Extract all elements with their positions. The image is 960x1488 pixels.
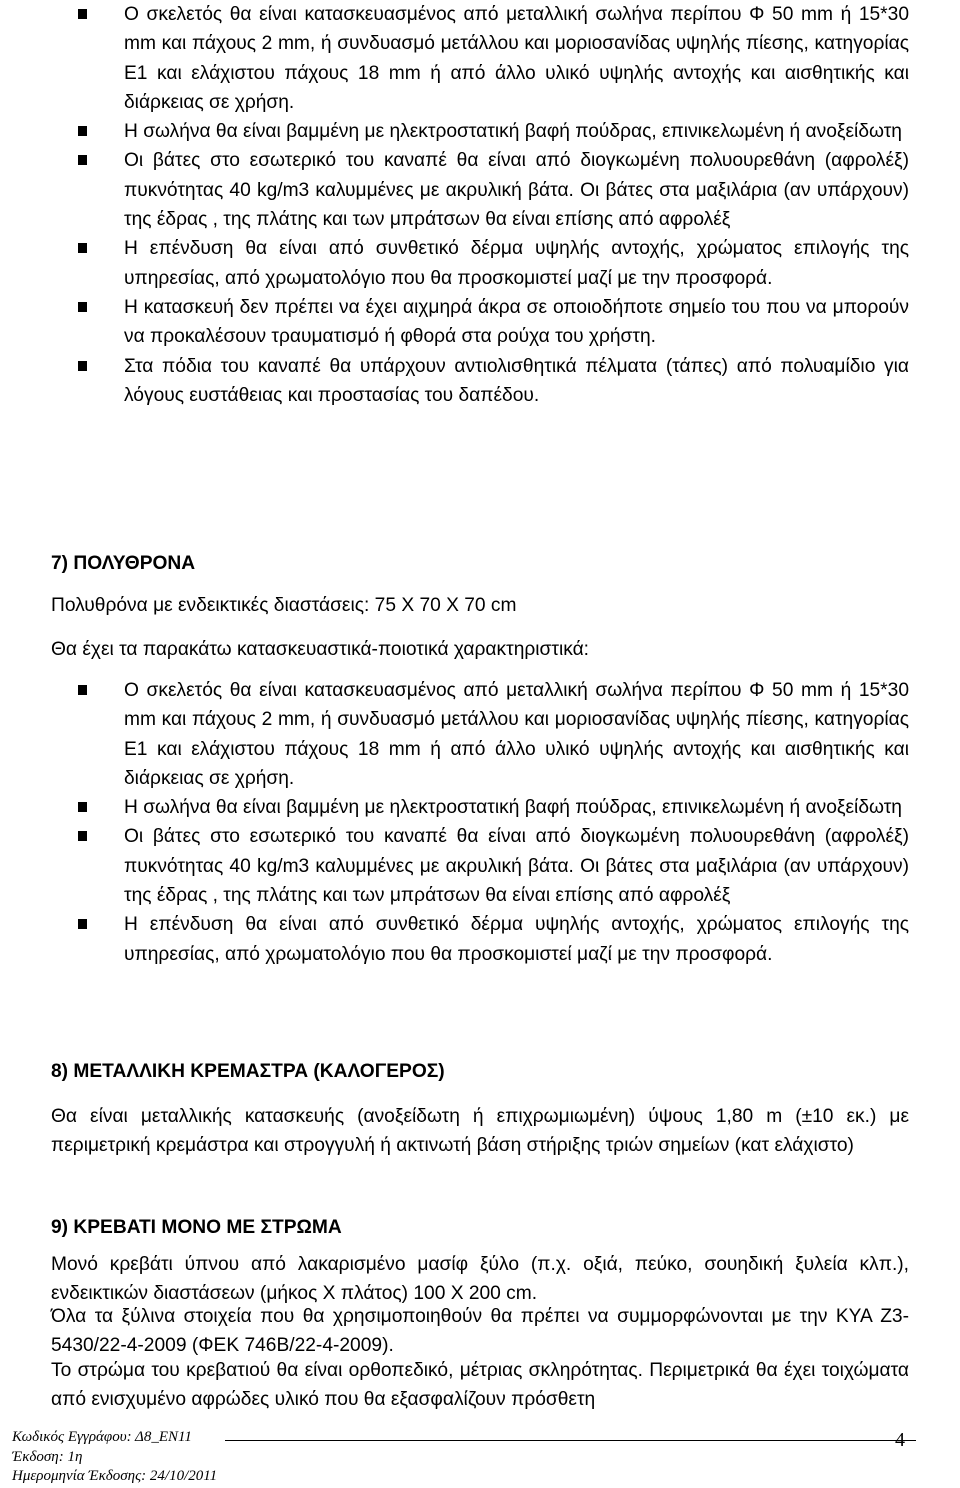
- square-bullet-icon: [78, 361, 87, 371]
- list-item: Η κατασκευή δεν πρέπει να έχει αιχμηρά άκρα σε οποιοδήποτε σημείο του που να μπορούν να προκαλέσουν τραυματισμό ή φθορά στα ρούχα του χρήστη.: [51, 293, 909, 352]
- list-item: Η σωλήνα θα είναι βαμμένη με ηλεκτροστατική βαφή πούδρας, επινικελωμένη ή ανοξείδωτη: [51, 793, 909, 822]
- footer-divider: [225, 1440, 916, 1441]
- list-item: Στα πόδια του καναπέ θα υπάρχουν αντιολισθητικά πέλματα (τάπες) από πολυαμίδιο για λόγους ευστάθειας και προστασίας του δαπέδου.: [51, 352, 909, 411]
- footer-doc-code: Κωδικός Εγγράφου: Δ8_ΕΝ11: [12, 1429, 192, 1445]
- section-8-heading: 8) ΜΕΤΑΛΛΙΚΗ ΚΡΕΜΑΣΤΡΑ (ΚΑΛΟΓΕΡΟΣ): [51, 1061, 445, 1082]
- footer-edition: Έκδοση: 1η: [12, 1449, 83, 1465]
- section-7-dimensions: Πολυθρόνα με ενδεικτικές διαστάσεις: 75 Χ 70 Χ 70 cm: [51, 595, 517, 616]
- square-bullet-icon: [78, 802, 87, 812]
- list-item: Η επένδυση θα είναι από συνθετικό δέρμα υψηλής αντοχής, χρώματος επιλογής της υπηρεσίας, από χρωματολόγιο που θα προσκομιστεί μαζί με την προσφορά.: [51, 234, 909, 293]
- square-bullet-icon: [78, 831, 87, 841]
- square-bullet-icon: [78, 155, 87, 165]
- square-bullet-icon: [78, 919, 87, 929]
- section-7-bullet-list: [51, 676, 909, 969]
- square-bullet-icon: [78, 243, 87, 253]
- top-bullet-list: [51, 0, 909, 410]
- list-item: Η επένδυση θα είναι από συνθετικό δέρμα υψηλής αντοχής, χρώματος επιλογής της υπηρεσίας, από χρωματολόγιο που θα προσκομιστεί μαζί με την προσφορά.: [51, 910, 909, 969]
- section-9-heading: 9) ΚΡΕΒΑΤΙ ΜΟΝΟ ΜΕ ΣΤΡΩΜΑ: [51, 1217, 342, 1238]
- square-bullet-icon: [78, 126, 87, 136]
- page-number: 4: [895, 1429, 905, 1451]
- list-item: Ο σκελετός θα είναι κατασκευασμένος από μεταλλική σωλήνα περίπου Φ 50 mm ή 15*30 mm και πάχους 2 mm, ή συνδυασμό μετάλλου και μοριοσανίδας υψηλής πίεσης, κατηγορίας Ε1 και ελάχιστου πάχους 18 mm ή από άλλο υλικό υψηλής αντοχής και αισθητικής και διάρκειας σε χρήση.: [51, 0, 909, 117]
- section-9-text-2: Όλα τα ξύλινα στοιχεία που θα χρησιμοποιηθούν θα πρέπει να συμμορφώνονται με την ΚΥΑ Ζ3-5430/22-4-2009 (ΦΕΚ 746Β/22-4-2009).: [51, 1306, 909, 1357]
- square-bullet-icon: [78, 302, 87, 312]
- section-9-text-1: Μονό κρεβάτι ύπνου από λακαρισμένο μασίφ ξύλο (π.χ. οξιά, πεύκο, σουηδική ξυλεία κλπ.), ενδεικτικών διαστάσεων (μήκος Χ πλάτος) 100 Χ 200 cm.: [51, 1254, 909, 1305]
- list-item: Η σωλήνα θα είναι βαμμένη με ηλεκτροστατική βαφή πούδρας, επινικελωμένη ή ανοξείδωτη: [51, 117, 909, 146]
- section-7-heading: 7) ΠΟΛΥΘΡΟΝΑ: [51, 553, 196, 574]
- list-item: Ο σκελετός θα είναι κατασκευασμένος από μεταλλική σωλήνα περίπου Φ 50 mm ή 15*30 mm και πάχους 2 mm, ή συνδυασμό μετάλλου και μοριοσανίδας υψηλής πίεσης, κατηγορίας Ε1 και ελάχιστου πάχους 18 mm ή από άλλο υλικό υψηλής αντοχής και αισθητικής και διάρκειας σε χρήση.: [51, 676, 909, 793]
- list-item: Οι βάτες στο εσωτερικό του καναπέ θα είναι από διογκωμένη πολυουρεθάνη (αφρολέξ) πυκνότητας 40 kg/m3 καλυμμένες με ακρυλική βάτα. Οι βάτες στα μαξιλάρια (αν υπάρχουν) της έδρας , της πλάτης και των μπράτσων θα είναι επίσης από αφρολέξ: [51, 146, 909, 234]
- footer-edition-date: Ημερομηνία Έκδοσης: 24/10/2011: [12, 1468, 218, 1484]
- section-7-intro: Θα έχει τα παρακάτω κατασκευαστικά-ποιοτικά χαρακτηριστικά:: [51, 639, 590, 660]
- list-item: Οι βάτες στο εσωτερικό του καναπέ θα είναι από διογκωμένη πολυουρεθάνη (αφρολέξ) πυκνότητας 40 kg/m3 καλυμμένες με ακρυλική βάτα. Οι βάτες στα μαξιλάρια (αν υπάρχουν) της έδρας , της πλάτης και των μπράτσων θα είναι επίσης από αφρολέξ: [51, 822, 909, 910]
- square-bullet-icon: [78, 685, 87, 695]
- section-9-text-3: Το στρώμα του κρεβατιού θα είναι ορθοπεδικό, μέτριας σκληρότητας. Περιμετρικά θα έχει τοιχώματα από ενισχυμένο αφρώδες υλικό που θα εξασφαλίζουν πρόσθετη: [51, 1360, 909, 1411]
- square-bullet-icon: [78, 9, 87, 19]
- section-8-text: Θα είναι μεταλλικής κατασκευής (ανοξείδωτη ή επιχρωμιωμένη) ύψους 1,80 m (±10 εκ.) με περιμετρική κρεμάστρα και στρογγυλή ή ακτινωτή βάση στήριξης τριών σημείων (κατ ελάχιστο): [51, 1106, 909, 1157]
